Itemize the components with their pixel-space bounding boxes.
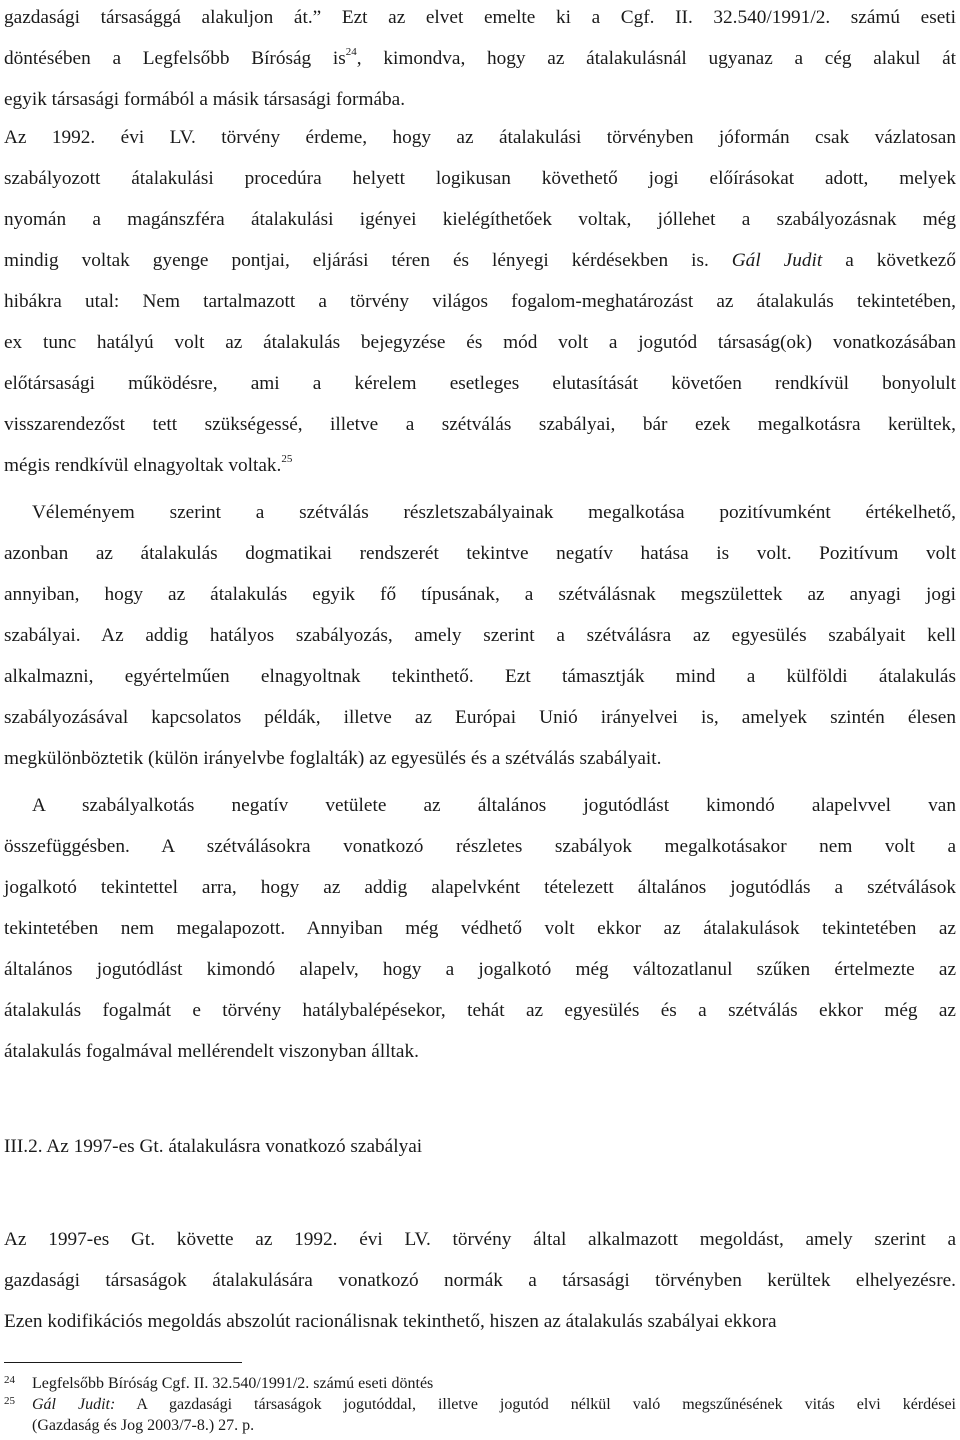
text-line: jogalkotó tekintettel arra, hogy az addig alapelvként tételezett általános jogutódlás a szétválások xyxy=(4,877,956,898)
footnote-author: Gál Judit: xyxy=(32,1396,116,1413)
text-line: hibákra utal: Nem tartalmazott a törvény világos fogalom-meghatározást az átalakulás tekintetében, xyxy=(4,291,956,312)
text-line: megkülönböztetik (külön irányelvbe foglalták) az egyesülés és a szétválás szabályait. xyxy=(4,748,662,769)
text-line: egyik társasági formából a másik társasági formába. xyxy=(4,89,406,110)
footnote-line xyxy=(32,1394,956,1415)
text-line: visszarendezőst tett szükségessé, illetve a szétválás szabályai, bár ezek megalkotásra kerültek, xyxy=(4,414,956,435)
footnote-25 xyxy=(4,1394,956,1436)
paragraph-1 xyxy=(4,0,956,120)
footnote-number: 24 xyxy=(4,1374,15,1386)
text-line: szabályozott átalakulási procedúra helyett logikusan követhető jogi előírásokat adott, melyek xyxy=(4,168,956,189)
footnote-line: Legfelsőbb Bíróság Cgf. II. 32.540/1991/2. számú eseti döntés xyxy=(32,1375,434,1392)
author-name: Gál Judit xyxy=(731,250,823,271)
text-fragment: döntésében a Legfelsőbb Bíróság is xyxy=(4,48,346,69)
paragraph-4 xyxy=(4,785,956,1072)
paragraph-5 xyxy=(4,1219,956,1342)
text-line: ex tunc hatályú volt az átalakulás bejegyzése és mód volt a jogutód társaság(ok) vonatkozásában xyxy=(4,332,956,353)
text-line: annyiban, hogy az átalakulás egyik fő típusának, a szétválásnak megszülettek az anyagi jogi xyxy=(4,584,956,605)
text-line: tekintetében nem megalapozott. Annyiban még védhető volt ekkor az átalakulások tekintetében az xyxy=(4,918,956,939)
footnote-number: 25 xyxy=(4,1395,15,1407)
footnote-ref-25: 25 xyxy=(281,453,293,465)
paragraph-2 xyxy=(4,117,956,486)
text-line xyxy=(4,240,956,281)
text-line: Ezen kodifikációs megoldás abszolút racionálisnak tekinthető, hiszen az átalakulás szabályai ekkora xyxy=(4,1311,777,1332)
footnote-24 xyxy=(4,1373,956,1394)
text-line: Véleményem szerint a szétválás részletszabályainak megalkotása pozitívumként értékelhető, xyxy=(32,502,956,523)
text-fragment: mindig voltak gyenge pontjai, eljárási téren és lényegi kérdésekben is. xyxy=(4,250,709,271)
text-line: előtársasági működésre, ami a kérelem esetleges elutasítását követően rendkívül bonyolult xyxy=(4,373,956,394)
paragraph-3 xyxy=(4,492,956,779)
text-fragment: mégis rendkívül elnagyoltak voltak. xyxy=(4,455,282,476)
footnote-fragment: A gazdasági társaságok jogutóddal, illetve jogutód nélkül való megszűnésének vitás elvi kérdései xyxy=(115,1396,957,1413)
text-line: Az 1997-es Gt. követte az 1992. évi LV. törvény által alkalmazott megoldást, amely szerint a xyxy=(4,1229,956,1250)
text-line: szabályai. Az addig hatályos szabályozás, amely szerint a szétválásra az egyesülés szabályait kell xyxy=(4,625,956,646)
text-fragment: a következő xyxy=(845,250,956,271)
footnote-separator xyxy=(4,1362,242,1363)
text-line: A szabályalkotás negatív vetülete az általános jogutódlást kimondó alapelvvel van xyxy=(32,795,956,816)
text-fragment: , kimondva, hogy az átalakulásnál ugyanaz a cég alakul át xyxy=(356,48,957,69)
text-line: általános jogutódlást kimondó alapelv, hogy a jogalkotó még változatlanul szűken értelmezte az xyxy=(4,959,956,980)
footnote-text xyxy=(32,1394,956,1436)
text-line xyxy=(4,445,956,486)
footnote-text xyxy=(32,1373,956,1394)
text-line: átalakulás fogalmát e törvény hatálybalépésekor, tehát az egyesülés és a szétválás ekkor még az xyxy=(4,1000,956,1021)
text-line: nyomán a magánszféra átalakulási igényei kielégíthetőek voltak, jóllehet a szabályozásnak még xyxy=(4,209,956,230)
text-line xyxy=(4,38,956,79)
text-line: szabályozásával kapcsolatos példák, illetve az Európai Unió irányelvei is, amelyek szintén élesen xyxy=(4,707,956,728)
footnote-line: (Gazdaság és Jog 2003/7-8.) 27. p. xyxy=(32,1417,255,1434)
text-line: átalakulás fogalmával mellérendelt viszonyban álltak. xyxy=(4,1041,419,1062)
section-heading: III.2. Az 1997-es Gt. átalakulásra vonatkozó szabályai xyxy=(4,1136,423,1157)
footnote-ref-24: 24 xyxy=(345,46,357,58)
text-line: Az 1992. évi LV. törvény érdeme, hogy az átalakulási törvényben jóformán csak vázlatosan xyxy=(4,127,956,148)
text-line: gazdasági társasággá alakuljon át.” Ezt az elvet emelte ki a Cgf. II. 32.540/1991/2. számú eseti xyxy=(4,7,956,28)
text-line: alkalmazni, egyértelműen elnagyoltnak tekinthető. Ezt támasztják mind a külföldi átalakulás xyxy=(4,666,956,687)
text-line: gazdasági társaságok átalakulására vonatkozó normák a társasági törvényben kerültek elhelyezésre. xyxy=(4,1270,956,1291)
text-line: azonban az átalakulás dogmatikai rendszerét tekintve negatív hatása is volt. Pozitívum volt xyxy=(4,543,956,564)
text-line: összefüggésben. A szétválásokra vonatkozó részletes szabályok megalkotásakor nem volt a xyxy=(4,836,956,857)
